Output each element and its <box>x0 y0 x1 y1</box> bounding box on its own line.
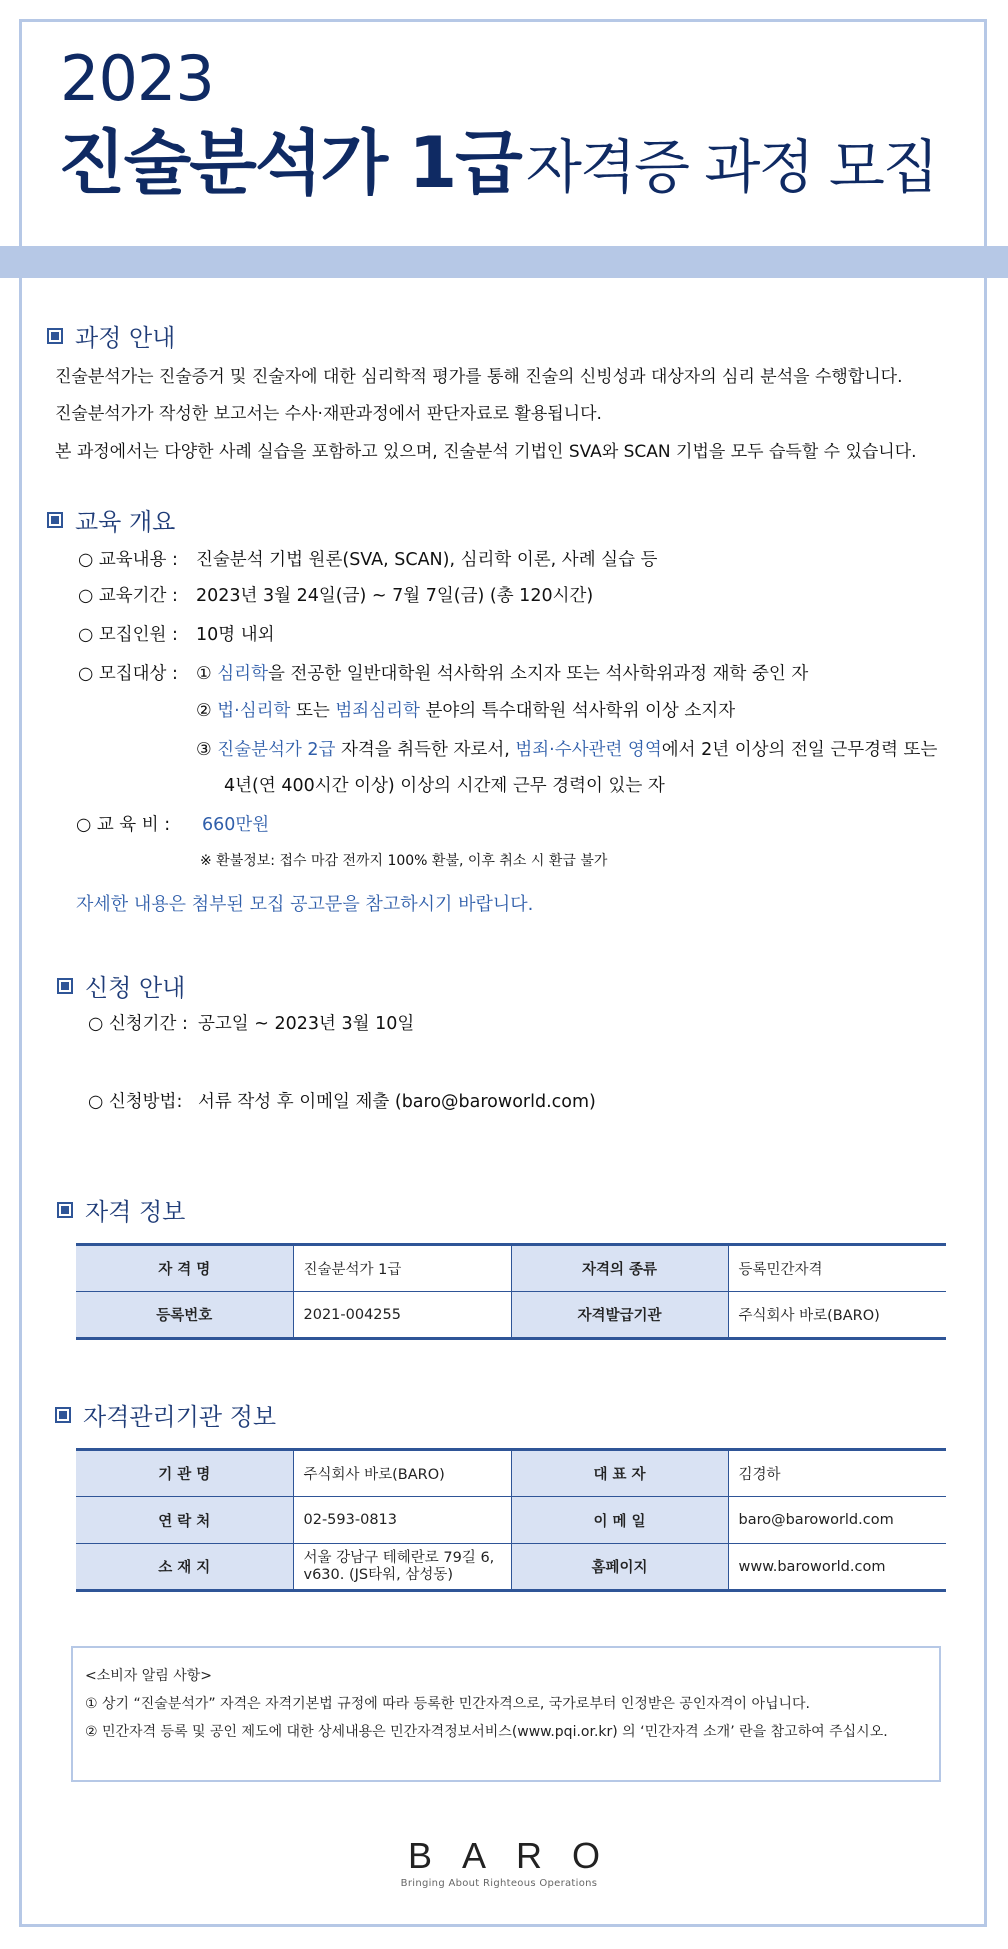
consumer-notice-line-1: ① 상기 “진술분석가” 자격은 자격기본법 규정에 따라 등록한 민간자격으로, 국가로부터 인정받은 공인자격이 아닙니다. <box>85 1696 810 1712</box>
section-title: 신청 안내 <box>85 974 186 1002</box>
intro-line-1: 진술분석가는 진술증거 및 진술자에 대한 심리학적 평가를 통해 진술의 신빙성과 대상자의 심리 분석을 수행합니다. <box>55 367 903 387</box>
table-row <box>76 1292 946 1339</box>
target-2 <box>196 697 735 722</box>
consumer-notice-box <box>71 1646 941 1782</box>
section-course-intro <box>47 318 175 353</box>
target-3-text-mid: 자격을 취득한 자로서, <box>335 740 516 760</box>
agency-table <box>76 1448 946 1592</box>
table-row <box>76 1245 946 1292</box>
logo-tagline: Bringing About Righteous Operations <box>400 1878 598 1889</box>
table-row <box>76 1450 946 1497</box>
table-header-cell: 홈페이지 <box>511 1544 728 1591</box>
target-2-highlight-2: 범죄심리학 <box>335 701 420 721</box>
section-agency <box>55 1397 276 1432</box>
table-header-cell: 자격발급기관 <box>511 1292 728 1339</box>
apply-period-label: ○ 신청기간 : <box>88 1014 188 1034</box>
table-cell: baro@baroworld.com <box>728 1497 946 1544</box>
intro-line-2: 진술분석가가 작성한 보고서는 수사·재판과정에서 판단자료로 활용됩니다. <box>55 404 602 424</box>
edu-recruit-row <box>78 621 275 646</box>
square-bullet-icon <box>47 512 63 528</box>
table-cell: 주식회사 바로(BARO) <box>293 1450 511 1497</box>
refund-note: ※ 환불정보: 접수 마감 전까지 100% 환불, 이후 취소 시 환급 불가 <box>200 853 608 869</box>
table-header-cell: 기 관 명 <box>76 1450 293 1497</box>
title-sub: 자격증 과정 모집 <box>525 133 937 201</box>
edu-fee-label: ○ 교 육 비 : <box>76 815 171 835</box>
edu-fee-row <box>76 811 269 836</box>
target-1-text: 을 전공한 일반대학원 석사학위 소지자 또는 석사학위과정 재학 중인 자 <box>267 664 809 684</box>
table-row <box>76 1497 946 1544</box>
section-title: 과정 안내 <box>75 324 176 352</box>
qualification-table <box>76 1243 946 1340</box>
baro-logo <box>396 1835 631 1889</box>
intro-line-3: 본 과정에서는 다양한 사례 실습을 포함하고 있으며, 진술분석 기법인 SVA와 SCAN 기법을 모두 습득할 수 있습니다. <box>55 442 917 462</box>
edu-target-label: ○ 모집대상 : <box>78 664 178 684</box>
square-bullet-icon <box>47 328 63 344</box>
edu-target-row <box>78 660 808 685</box>
target-3-highlight-1: 진술분석가 2급 <box>217 740 336 760</box>
table-row <box>76 1544 946 1591</box>
header-band <box>0 246 1008 278</box>
target-3-text: 에서 2년 이상의 전일 근무경력 또는 <box>661 740 938 760</box>
edu-period-value: 2023년 3월 24일(금) ~ 7월 7일(금) (총 120시간) <box>196 586 594 606</box>
target-2-number: ② <box>196 701 218 721</box>
reference-note: 자세한 내용은 첨부된 모집 공고문을 참고하시기 바랍니다. <box>76 894 534 915</box>
edu-recruit-label: ○ 모집인원 : <box>78 625 178 645</box>
apply-method-row <box>88 1088 596 1113</box>
apply-method-value: 서류 작성 후 이메일 제출 (baro@baroworld.com) <box>198 1092 596 1112</box>
table-cell: 진술분석가 1급 <box>293 1245 511 1292</box>
edu-period-row <box>78 582 593 607</box>
table-cell: 등록민간자격 <box>728 1245 946 1292</box>
section-application <box>57 968 185 1003</box>
square-bullet-icon <box>57 978 73 994</box>
section-title: 교육 개요 <box>75 508 176 536</box>
edu-period-label: ○ 교육기간 : <box>78 586 178 606</box>
table-cell: 2021-004255 <box>293 1292 511 1339</box>
target-1-number: ① <box>196 664 218 684</box>
table-cell: 서울 강남구 테헤란로 79길 6, v630. (JS타워, 삼성동) <box>293 1544 511 1591</box>
target-3-line-2: 4년(연 400시간 이상) 이상의 시간제 근무 경력이 있는 자 <box>224 776 665 796</box>
edu-content-row <box>78 546 657 571</box>
logo-wordmark: BARO <box>408 1835 631 1876</box>
target-1-highlight: 심리학 <box>217 664 268 684</box>
apply-method-label: ○ 신청방법: <box>88 1092 183 1112</box>
table-header-cell: 대 표 자 <box>511 1450 728 1497</box>
apply-period-value: 공고일 ~ 2023년 3월 10일 <box>198 1014 415 1034</box>
target-3 <box>196 736 937 761</box>
section-qualification <box>57 1192 185 1227</box>
edu-recruit-value: 10명 내외 <box>196 625 275 645</box>
target-3-number: ③ <box>196 740 218 760</box>
consumer-notice-line-2: ② 민간자격 등록 및 공인 제도에 대한 상세내용은 민간자격정보서비스(www.pqi.or.kr) 의 ‘민간자격 소개’ 란을 참고하여 주십시오. <box>85 1724 888 1740</box>
page-title <box>58 122 937 204</box>
table-header-cell: 등록번호 <box>76 1292 293 1339</box>
table-cell: 주식회사 바로(BARO) <box>728 1292 946 1339</box>
title-main: 진술분석가 1급 <box>58 122 521 204</box>
target-2-text: 분야의 특수대학원 석사학위 이상 소지자 <box>419 701 736 721</box>
square-bullet-icon <box>57 1202 73 1218</box>
apply-period-row <box>88 1010 414 1035</box>
title-year: 2023 <box>60 42 214 115</box>
table-cell: 02-593-0813 <box>293 1497 511 1544</box>
table-header-cell: 소 재 지 <box>76 1544 293 1591</box>
target-1 <box>196 664 808 684</box>
table-header-cell: 연 락 처 <box>76 1497 293 1544</box>
target-3-highlight-2: 범죄·수사관련 영역 <box>515 740 662 760</box>
target-2-highlight-1: 법·심리학 <box>217 701 291 721</box>
section-edu-overview <box>47 502 175 537</box>
table-cell: 김경하 <box>728 1450 946 1497</box>
target-2-text-mid: 또는 <box>290 701 336 721</box>
edu-content-label: ○ 교육내용 : <box>78 550 178 570</box>
table-cell: www.baroworld.com <box>728 1544 946 1591</box>
edu-content-value: 진술분석 기법 원론(SVA, SCAN), 심리학 이론, 사례 실습 등 <box>196 550 658 570</box>
square-bullet-icon <box>55 1407 71 1423</box>
table-header-cell: 자격의 종류 <box>511 1245 728 1292</box>
table-header-cell: 이 메 일 <box>511 1497 728 1544</box>
table-header-cell: 자 격 명 <box>76 1245 293 1292</box>
section-title: 자격 정보 <box>85 1198 186 1226</box>
consumer-notice-heading: <소비자 알림 사항> <box>85 1668 213 1684</box>
edu-fee-value: 660만원 <box>202 815 270 835</box>
section-title: 자격관리기관 정보 <box>83 1403 277 1431</box>
